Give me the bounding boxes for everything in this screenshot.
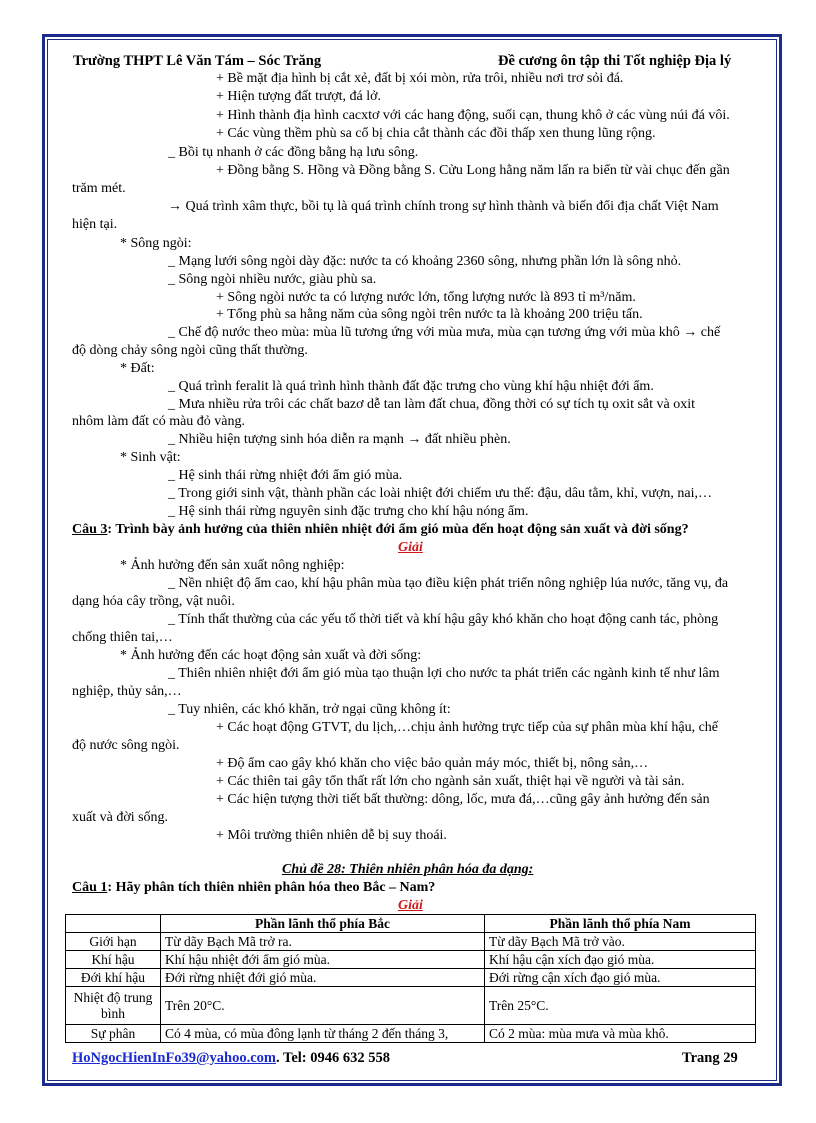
text-line: _ Thiên nhiên nhiệt đới ẩm gió mùa tạo thuận lợi cho nước ta phát triển các ngành kinh tế như lâm <box>168 666 720 681</box>
text-line: _ Mạng lưới sông ngòi dày đặc: nước ta có khoảng 2360 sông, nhưng phần lớn là sông nhỏ. <box>168 254 682 269</box>
table-cell: Nhiệt độ trung bình <box>66 987 161 1025</box>
section-heading: * Sinh vật: <box>120 450 181 465</box>
topic-text: : Thiên nhiên phân hóa đa dạng: <box>341 862 534 877</box>
text-line: → Quá trình xâm thực, bồi tụ là quá trình chính trong sự hình thành và biến đổi địa chất Việt Nam <box>168 199 719 214</box>
text-line: hiện tại. <box>72 217 118 232</box>
text-line: + Các hoạt động GTVT, du lịch,…chịu ảnh hưởng trực tiếp của sự phân mùa khí hậu, chế <box>216 720 719 735</box>
table-header-row <box>66 915 756 933</box>
section-heading: * Ảnh hưởng đến các hoạt động sản xuất và đời sống: <box>120 648 422 663</box>
table-cell: Sự phân <box>66 1025 161 1043</box>
table-header <box>66 915 161 933</box>
table-cell: Có 2 mùa: mùa mưa và mùa khô. <box>485 1025 756 1043</box>
text-line: _ Nền nhiệt độ ẩm cao, khí hậu phân mùa tạo điều kiện phát triển nông nghiệp lúa nước, tăng vụ, đa <box>168 576 729 591</box>
table-cell: Đới rừng nhiệt đới gió mùa. <box>161 969 485 987</box>
text-line: + Bề mặt địa hình bị cắt xẻ, đất bị xói mòn, rửa trôi, nhiều nơi trơ sỏi đá. <box>216 71 624 86</box>
text-line: _ Chế độ nước theo mùa: mùa lũ tương ứng với mùa mưa, mùa cạn tương ứng với mùa khô → chế <box>168 325 721 340</box>
text-line: + Hiện tượng đất trượt, đá lở. <box>216 89 382 104</box>
text-line: nghiệp, thủy sản,… <box>72 684 182 699</box>
table-cell: Khí hậu cận xích đạo gió mùa. <box>485 951 756 969</box>
table-cell: Từ dãy Bạch Mã trở vào. <box>485 933 756 951</box>
topic-label: Chủ đề 28 <box>282 862 342 877</box>
text-line: trăm mét. <box>72 181 126 196</box>
text-line: _ Quá trình feralit là quá trình hình thành đất đặc trưng cho vùng khí hậu nhiệt đới ẩm. <box>168 379 654 394</box>
text-line: + Hình thành địa hình cacxtơ với các hang động, suối cạn, thung khô ở các vùng núi đá vôi. <box>216 108 730 123</box>
text-line: dạng hóa cây trồng, vật nuôi. <box>72 594 235 609</box>
text-line: + Đồng bằng S. Hồng và Đồng bằng S. Cửu Long hằng năm lấn ra biển từ vài chục đến gần <box>216 163 730 178</box>
text-line: xuất và đời sống. <box>72 810 169 825</box>
table-cell: Khí hậu <box>66 951 161 969</box>
table-row <box>66 933 756 951</box>
text-line: + Các hiện tượng thời tiết bất thường: dông, lốc, mưa đá,…cũng gây ảnh hưởng đến sản <box>216 792 710 807</box>
text-line: + Các thiên tai gây tổn thất rất lớn cho ngành sản xuất, thiệt hại về người và tài sản. <box>216 774 685 789</box>
answer-label: Giải <box>398 540 423 555</box>
footer-contact <box>72 1050 390 1067</box>
section-heading: * Sông ngòi: <box>120 236 192 251</box>
text-line: _ Trong giới sinh vật, thành phần các loài nhiệt đới chiếm ưu thế: đậu, dâu tằm, khỉ, vượn, nai,… <box>168 486 713 501</box>
question-1-text: : Hãy phân tích thiên nhiên phân hóa theo Bắc – Nam? <box>107 880 436 895</box>
answer-label-2: Giải <box>398 898 423 913</box>
topic-heading <box>282 862 533 878</box>
table-row <box>66 1025 756 1043</box>
header-school: Trường THPT Lê Văn Tám – Sóc Trăng <box>73 53 322 69</box>
text-line: + Môi trường thiên nhiên dễ bị suy thoái. <box>216 828 447 843</box>
table-row <box>66 951 756 969</box>
text-line: _ Mưa nhiều rửa trôi các chất bazơ dễ tan làm đất chua, đồng thời có sự tích tụ oxit sắt và oxit <box>168 397 696 412</box>
text-line: + Sông ngòi nước ta có lượng nước lớn, tổng lượng nước là 893 tỉ m³/năm. <box>216 290 636 305</box>
table-cell: Có 4 mùa, có mùa đông lạnh từ tháng 2 đến tháng 3, <box>161 1025 485 1043</box>
footer-tel: . Tel: 0946 632 558 <box>276 1050 390 1066</box>
text-line: + Các vùng thềm phù sa cổ bị chia cắt thành các đồi thấp xen thung lũng rộng. <box>216 126 656 141</box>
text-line: _ Hệ sinh thái rừng nhiệt đới ẩm gió mùa. <box>168 468 403 483</box>
question-1-label: Câu 1 <box>72 880 108 895</box>
question-1 <box>72 880 435 896</box>
text-line: _ Bồi tụ nhanh ở các đồng bằng hạ lưu sông. <box>168 145 419 160</box>
question-3-label: Câu 3 <box>72 522 108 537</box>
table-header: Phần lãnh thổ phía Nam <box>485 915 756 933</box>
footer-page-number: Trang 29 <box>682 1050 738 1066</box>
text-line: _ Sông ngòi nhiều nước, giàu phù sa. <box>168 272 377 287</box>
text-line: + Tổng phù sa hằng năm của sông ngòi trên nước ta là khoảng 200 triệu tấn. <box>216 307 643 322</box>
table-cell: Từ dãy Bạch Mã trở ra. <box>161 933 485 951</box>
text-line: _ Hệ sinh thái rừng nguyên sinh đặc trưng cho khí hậu nóng ẩm. <box>168 504 529 519</box>
table-row <box>66 969 756 987</box>
text-line: độ dòng chảy sông ngòi cũng thất thường. <box>72 343 308 358</box>
footer-email-link[interactable]: HoNgocHienInFo39@yahoo.com <box>72 1050 276 1066</box>
text-line: _ Nhiều hiện tượng sinh hóa diễn ra mạnh → đất nhiều phèn. <box>168 432 511 447</box>
table-cell: Giới hạn <box>66 933 161 951</box>
table-row <box>66 987 756 1025</box>
table-cell: Trên 20°C. <box>161 987 485 1025</box>
question-3-text: : Trình bày ảnh hưởng của thiên nhiên nhiệt đới ẩm gió mùa đến hoạt động sản xuất và đời sống? <box>107 522 689 537</box>
table-cell: Khí hậu nhiệt đới ẩm gió mùa. <box>161 951 485 969</box>
section-heading: * Đất: <box>120 361 155 376</box>
text-line: _ Tính thất thường của các yếu tố thời tiết và khí hậu gây khó khăn cho hoạt động canh tác, phòng <box>168 612 719 627</box>
table-header: Phần lãnh thổ phía Bắc <box>161 915 485 933</box>
section-heading: * Ảnh hưởng đến sản xuất nông nghiệp: <box>120 558 345 573</box>
question-3 <box>72 522 689 538</box>
text-line: chống thiên tai,… <box>72 630 173 645</box>
text-line: độ nước sông ngòi. <box>72 738 180 753</box>
text-line: nhôm làm đất có màu đỏ vàng. <box>72 414 246 429</box>
text-line: _ Tuy nhiên, các khó khăn, trở ngại cũng không ít: <box>168 702 451 717</box>
comparison-table <box>65 914 756 1043</box>
table-cell: Đới khí hậu <box>66 969 161 987</box>
table-cell: Trên 25°C. <box>485 987 756 1025</box>
table-cell: Đới rừng cận xích đạo gió mùa. <box>485 969 756 987</box>
text-line: + Độ ẩm cao gây khó khăn cho việc bảo quản máy móc, thiết bị, nông sản,… <box>216 756 649 771</box>
header-title: Đề cương ôn tập thi Tốt nghiệp Địa lý <box>498 53 732 69</box>
